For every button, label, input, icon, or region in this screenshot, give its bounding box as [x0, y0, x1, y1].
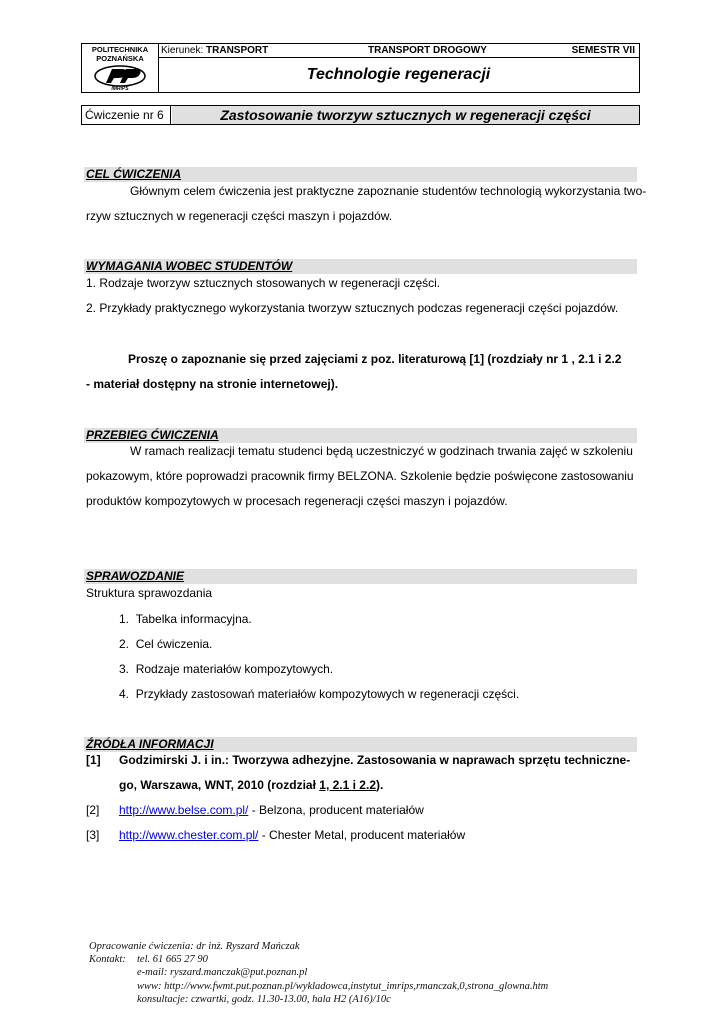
- belse-link[interactable]: http://www.belse.com.pl/: [119, 803, 249, 817]
- report-item: 1. Tabelka informacyjna.: [119, 612, 252, 626]
- imrips-logo-icon: [93, 64, 147, 91]
- ref3-number: [3]: [86, 828, 100, 842]
- footer-author: Opracowanie ćwiczenia: dr inż. Ryszard Mańczak: [89, 941, 300, 952]
- course-line3: produktów kompozytowych w procesach regeneracji części maszyn i pojazdów.: [86, 494, 508, 508]
- footer-www: www: http://www.fwmt.put.poznan.pl/wykladowca,instytut_imrips,rmanczak,0,strona_glowna.htm: [137, 981, 549, 992]
- section-heading-sources: ŹRÓDŁA INFORMACJI: [84, 737, 637, 752]
- section-heading-course: PRZEBIEG ĆWICZENIA: [84, 428, 637, 443]
- exercise-title: Zastosowanie tworzyw sztucznych w regeneracji części: [172, 106, 639, 124]
- ref2-number: [2]: [86, 803, 100, 817]
- report-item: 3. Rodzaje materiałów kompozytowych.: [119, 662, 334, 676]
- section-heading-report: SPRAWOZDANIE: [84, 569, 637, 584]
- logo-line2: POZNAŃSKA: [96, 54, 144, 63]
- section-heading-goal: CEL ĆWICZENIA: [84, 167, 637, 182]
- course-line2: pokazowym, które poprowadzi pracownik firmy BELZONA. Szkolenie będzie poświęcone zastosowaniu: [86, 469, 634, 483]
- ref3: http://www.chester.com.pl/ - Chester Metal, producent materiałów: [119, 828, 466, 842]
- footer-contact-label: Kontakt:: [89, 954, 126, 965]
- ref1-line2: go, Warszawa, WNT, 2010 (rozdział 1, 2.1 i 2.2).: [119, 778, 384, 792]
- exercise-number: Ćwiczenie nr 6: [82, 106, 171, 124]
- subject-title: Technologie regeneracji: [306, 66, 491, 83]
- semestr: SEMESTR VII: [571, 45, 635, 56]
- literature-note-line2: - materiał dostępny na stronie internetowej).: [86, 377, 339, 391]
- ref1-number: [1]: [86, 753, 101, 767]
- goal-line1: Głównym celem ćwiczenia jest praktyczne zapoznanie studentów technologią wykorzystania two-: [130, 184, 647, 198]
- section-heading-requirements: WYMAGANIA WOBEC STUDENTÓW: [84, 259, 637, 274]
- requirement-item-2: 2. Przykłady praktycznego wykorzystania tworzyw sztucznych podczas regeneracji części pojazdów.: [86, 301, 619, 315]
- footer-consult: konsultacje: czwartki, godz. 11.30-13.00, hala H2 (A16)/10c: [137, 994, 391, 1005]
- logo-line1: POLITECHNIKA: [91, 45, 149, 54]
- university-logo: [82, 44, 159, 92]
- footer-email: e-mail: ryszard.manczak@put.poznan.pl: [137, 967, 308, 978]
- header-info-row: [158, 44, 639, 58]
- ref1-line1: Godzimirski J. i in.: Tworzywa adhezyjne. Zastosowania w naprawach sprzętu techniczne-: [119, 753, 631, 767]
- report-intro: Struktura sprawozdania: [86, 586, 213, 600]
- footer-tel: tel. 61 665 27 90: [137, 954, 208, 965]
- report-item: 2. Cel ćwiczenia.: [119, 637, 213, 651]
- report-item: 4. Przykłady zastosowań materiałów kompozytowych w regeneracji części.: [119, 687, 520, 701]
- course-line1: W ramach realizacji tematu studenci będą uczestniczyć w godzinach trwania zajęć w szkoleniu: [130, 444, 633, 458]
- chester-link[interactable]: http://www.chester.com.pl/: [119, 828, 259, 842]
- literature-note-line1: Proszę o zapoznanie się przed zajęciami z poz. literaturową [1] (rozdziały nr 1 , 2.1 i 2.2: [128, 352, 622, 366]
- specjalnosc: TRANSPORT DROGOWY: [368, 45, 487, 56]
- ref2: http://www.belse.com.pl/ - Belzona, producent materiałów: [119, 803, 424, 817]
- kierunek: Kierunek: TRANSPORT: [161, 45, 269, 56]
- header-table: [81, 43, 640, 93]
- logo-mark: IMRiPS: [111, 86, 129, 91]
- requirement-item-1: 1. Rodzaje tworzyw sztucznych stosowanych w regeneracji części.: [86, 276, 441, 290]
- goal-line2: rzyw sztucznych w regeneracji części maszyn i pojazdów.: [86, 209, 393, 223]
- exercise-box: [81, 105, 640, 125]
